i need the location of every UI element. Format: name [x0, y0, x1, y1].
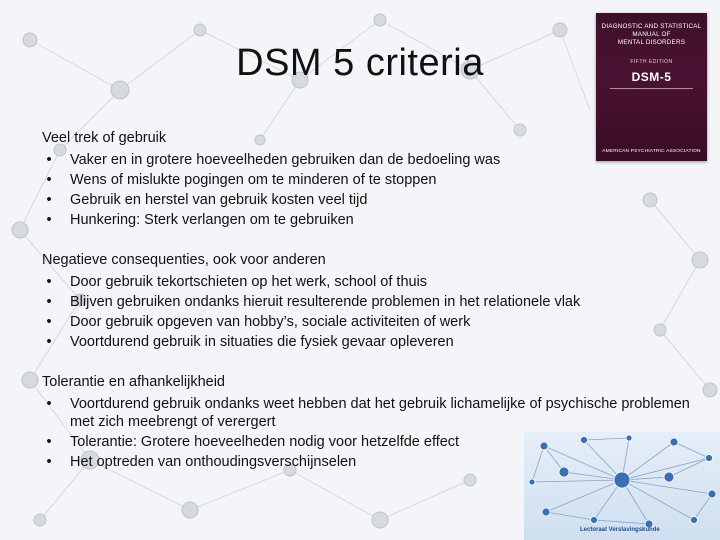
slide-title: DSM 5 criteria — [236, 42, 484, 84]
bullet-text: Blijven gebruiken ondanks hieruit resulterende problemen in het relationele vlak — [70, 294, 581, 310]
bullet-dot: • — [46, 294, 52, 310]
bullet-item — [42, 313, 702, 331]
section-heading: Veel trek of gebruik — [42, 130, 167, 146]
bullet-text: Hunkering: Sterk verlangen om te gebruiken — [70, 212, 354, 228]
bullet-item — [42, 293, 702, 311]
book-title-line2: MANUAL OF — [632, 31, 671, 38]
network-illustration-image — [524, 432, 720, 540]
book-title-line1: DIAGNOSTIC AND STATISTICAL — [601, 23, 702, 30]
section-heading: Negatieve consequenties, ook voor anderen — [42, 252, 326, 268]
bullet-dot: • — [46, 152, 52, 168]
section-negatieve-consequenties — [42, 250, 702, 351]
bullet-text: Gebruik en herstel van gebruik kosten veel tijd — [70, 192, 368, 208]
bullet-item — [42, 151, 702, 169]
section-veel-trek — [42, 128, 702, 229]
bullet-text: Het optreden van onthoudingsverschijnselen — [70, 454, 357, 470]
bullet-text: Voortdurend gebruik ondanks weet hebben dat het gebruik lichamelijke of psychische problemen met zich meebrengt of verergert — [70, 396, 690, 430]
bullet-item — [42, 273, 702, 291]
bullet-dot: • — [46, 212, 52, 228]
bullet-dot: • — [46, 396, 52, 412]
bullet-text: Door gebruik opgeven van hobby’s, sociale activiteiten of werk — [70, 314, 471, 330]
bullet-dot: • — [46, 172, 52, 188]
section-heading: Tolerantie en afhankelijkheid — [42, 374, 225, 390]
network-graph — [524, 432, 720, 540]
book-edition: FIFTH EDITION — [630, 59, 673, 65]
bullet-item — [42, 395, 702, 431]
bullet-dot: • — [46, 434, 52, 450]
bullet-text: Vaker en in grotere hoeveelheden gebruiken dan de bedoeling was — [70, 152, 501, 168]
bullet-item — [42, 333, 702, 351]
bullet-dot: • — [46, 274, 52, 290]
bullet-dot: • — [46, 314, 52, 330]
network-caption: Lectoraat Verslavingskunde — [580, 527, 660, 533]
bullet-item — [42, 171, 702, 189]
book-title-line3: MENTAL DISORDERS — [617, 39, 686, 46]
bullet-text: Voortdurend gebruik in situaties die fysiek gevaar opleveren — [70, 334, 454, 350]
bullet-item — [42, 211, 702, 229]
bullet-dot: • — [46, 454, 52, 470]
book-publisher: AMERICAN PSYCHIATRIC ASSOCIATION — [602, 149, 701, 154]
bullet-text: Wens of mislukte pogingen om te minderen of te stoppen — [70, 172, 437, 188]
bullet-item — [42, 191, 702, 209]
book-title — [600, 23, 703, 47]
bullet-dot: • — [46, 192, 52, 208]
book-divider — [610, 88, 693, 89]
bullet-dot: • — [46, 334, 52, 350]
bullet-text: Tolerantie: Grotere hoeveelheden nodig voor hetzelfde effect — [70, 434, 460, 450]
bullet-text: Door gebruik tekortschieten op het werk, school of thuis — [70, 274, 428, 290]
book-abbrev: DSM-5 — [631, 70, 672, 84]
